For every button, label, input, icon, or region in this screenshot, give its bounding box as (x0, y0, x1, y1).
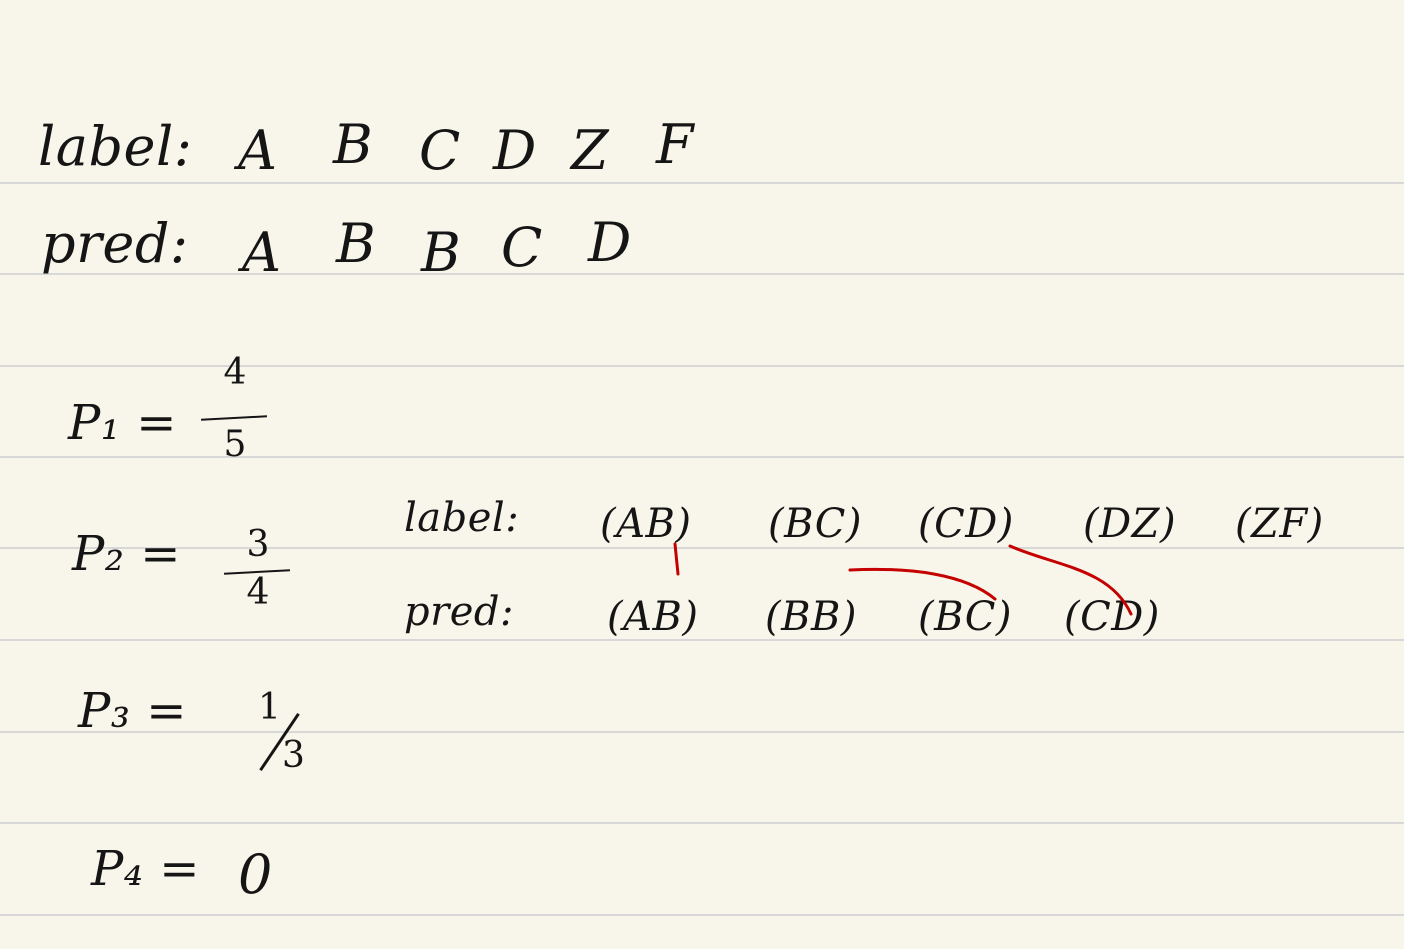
top-label-token: Z (571, 119, 610, 182)
pairs-label-title: label: (404, 495, 520, 541)
p1-denominator: 5 (223, 424, 247, 465)
pairs-label-item: (DZ) (1083, 501, 1177, 547)
pairs-pred-item: (BB) (765, 594, 857, 640)
p3-label: P₃ = (78, 683, 188, 739)
p1-fraction-bar (201, 415, 267, 420)
p2-denominator: 4 (246, 572, 270, 613)
pairs-label-item: (CD) (918, 501, 1014, 547)
pairs-pred-item: (CD) (1064, 594, 1160, 640)
pairs-pred-item: (AB) (607, 594, 699, 640)
top-pred-title: pred: (41, 212, 189, 275)
top-pred-token: B (336, 212, 377, 275)
p3-fraction (250, 687, 340, 800)
top-pred-token: D (588, 211, 632, 274)
pairs-label-item: (AB) (600, 501, 692, 547)
top-label-token: B (333, 113, 374, 176)
top-label-token: A (238, 119, 278, 182)
p2-fraction (218, 524, 298, 647)
top-label-token: D (493, 119, 537, 182)
p2-label: P₂ = (72, 526, 182, 582)
pairs-label-item: (ZF) (1235, 501, 1324, 547)
p4-label: P₄ = (91, 841, 201, 897)
top-label-title: label: (38, 115, 193, 178)
p4-value: 0 (238, 843, 273, 906)
p2-numerator: 3 (246, 524, 270, 565)
p3-numerator: 1 (258, 687, 281, 728)
top-label-token: C (419, 119, 461, 182)
top-pred-token: A (242, 221, 282, 284)
p3-denominator: 3 (282, 735, 305, 776)
top-label-token: F (656, 113, 694, 176)
pairs-label-item: (BC) (768, 501, 862, 547)
p1-fraction (195, 352, 275, 475)
p1-numerator: 4 (223, 352, 247, 393)
pairs-pred-title: pred: (404, 589, 514, 635)
top-pred-token: B (421, 221, 462, 284)
pairs-pred-item: (BC) (918, 594, 1012, 640)
top-pred-token: C (501, 216, 543, 279)
p1-label: P₁ = (68, 395, 178, 451)
